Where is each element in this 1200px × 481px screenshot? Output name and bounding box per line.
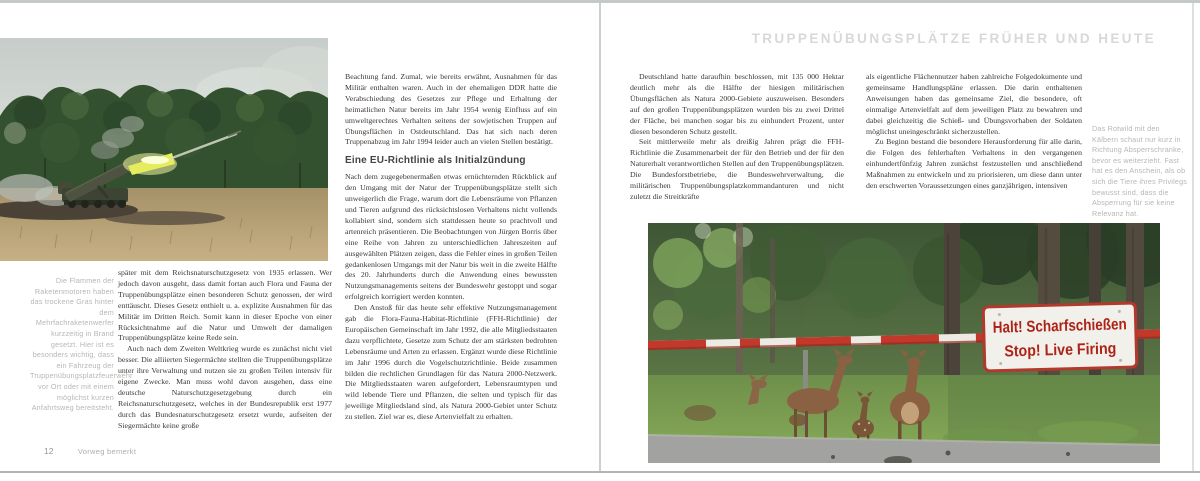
body-paragraph: Auch nach dem Zweiten Weltkrieg wurde es zunächst nicht viel besser. Die alliierten Siegermächte stellten die Truppenübungsplätze unter ihre Verwaltung und nutzen sie zu großen Teilen intensiv für eigene Zwecke. Man muss wohl davon ausgehen, dass eine deutsche Naturschutzgesetzgebung durch ein Reichsnaturschutzgesetz, welches in der Bundesrepublik erst 1977 durch das Bundesnaturschutzgesetz ersetzt wurde, aufseiten der Siegermächte keine große — [118, 344, 332, 430]
scorched-earth — [105, 211, 225, 225]
book-bottom-edge — [0, 471, 1200, 473]
deer-photo — [648, 223, 1160, 463]
mlrs-photo-scene — [0, 38, 328, 261]
photo-caption-right: Das Rotwild mit den Kälbern schaut nur kurz in Richtung Absperrschranke, bevor es weiterzieht. Fast hat es den Anschein, als ob sich die Tiere ihres Privilegs bewusst sind, dass die Absperrung für sie keine Relevanz hat. — [1092, 124, 1188, 218]
page-footer — [44, 446, 136, 456]
warning-sign — [983, 303, 1153, 371]
left-column-1 — [118, 268, 332, 432]
photo-caption-left: Die Flammen der Raketenmotoren haben das trockene Gras hinter dem Mehrfachraketenwerfer kurzzeitig in Brand gesetzt. Hier ist es besonders wichtig, dass ein Fahrzeug der Truppenübungsplatzfeuerwehr vor Ort oder mit einem möglichst kurzen Anfahrtsweg bereitsteht. — [30, 276, 133, 413]
body-paragraph: Den Anstoß für das heute sehr effektive Nutzungsmanagement gab die Flora-Fauna-Habitat-Richtlinie (FFH-Richtlinie) der Europäischen Gemeinschaft im Jahr 1992, die alle Mitgliedsstaaten dazu verpflichtete, Gesetze zum Schutz der am stärksten bedrohten Lebensräume und Arten zu erlassen. Ergänzt wurde diese Richtlinie im Jahr 1996 durch die Vogelschutzrichtlinie. Beide zusammen bilden die rechtlichen Grundlagen für das Natura 2000-Netzwerk. Die Mitgliedsstaaten waren aufgefordert, Lebensraumtypen und wild lebende Tiere und Pflanzen, die selten und typisch für das jeweilige Mitgliedsland sind, als Natura 2000-Gebiet unter Schutz zu stellen. Ziel war es, diese Artenvielfalt zu erhalten. — [345, 303, 557, 422]
body-paragraph: Deutschland hatte daraufhin beschlossen, mit 135 000 Hektar deutlich mehr als die Hälfte der hiesigen militärischen Übungsflächen als Natura 2000-Gebiete auszuweisen. Besonders auf den großen Truppenübungsplätzen wurden bis zu zwei Drittel der Fläche, bei manchen sogar bis zu einhundert Prozent, unter diesen besonderen Schutz gestellt. — [630, 72, 844, 136]
page-gutter — [599, 3, 601, 473]
right-column-1 — [630, 72, 844, 203]
footer-page-number: 12 — [44, 446, 54, 456]
page-headline: TRUPPENÜBUNGSPLÄTZE FRÜHER UND HEUTE — [751, 31, 1156, 46]
deer-photo-scene — [648, 223, 1160, 463]
book-right-edge — [1192, 3, 1194, 471]
section-heading: Eine EU-Richtlinie als Initialzündung — [345, 155, 526, 167]
body-paragraph: Nach dem zugegebenermaßen etwas ernüchternden Rückblick auf den Umgang mit der Natur der Truppenübungsplätze stellt sich unweigerlich die Frage, warum dort die Lebensräume von Pflanzen und Tieren aufgrund des rücksichtslosen Verhaltens nicht vollends kollabiert sind, sondern sich stattdessen heute so prachtvoll und artenreich präsentieren. Die Beobachtungen von Jürgen Borris über eine Reihe von Jahren zu unterschiedlichen Jahreszeiten auf ausgewählten Plätzen zeigen, dass die Fehler eines in großen Teilen gedankenlosen Umgangs mit der Natur bis weit in die zweite Hälfte des 20. Jahrhunderts durch die Anwendung eines bewussten Nutzungsmanagements seitens der Bundeswehr gestoppt und sogar erfolgreich korrigiert werden konnten. — [345, 172, 557, 302]
sign-line2: Stop! Live Firing — [1004, 340, 1131, 361]
body-paragraph: Zu Beginn bestand die besondere Herausforderung für alle darin, die Folgen des fehlerhaften Verhaltens in den vergangenen einhundertfünfzig Jahren zunächst festzustellen und anschließend Maßnahmen zu entwickeln und zu priorisieren, um diese dann unter den erschwerten Voraussetzungen eines ganzjährigen, intensiven — [866, 137, 1082, 191]
right-column-2 — [866, 72, 1082, 192]
rocket-flame — [123, 153, 177, 175]
left-column-2 — [345, 72, 557, 423]
body-paragraph: als eigentliche Flächennutzer haben zahlreiche Folgedokumente und gemeinsame Handlungspläne erlassen. Die darin enthaltenen Anweisungen haben das gemeinsame Ziel, die besondere, oft einmalige Artenvielfalt auf dem jeweiligen Platz zu bewahren und dabei gleichzeitig die Schieß- und Übungsvorhaben der Soldaten möglichst uneingeschränkt sicherzustellen. — [866, 72, 1082, 136]
footer-section-label: Vorweg bemerkt — [77, 447, 137, 456]
mlrs-photo — [0, 38, 328, 261]
body-paragraph: Beachtung fand. Zumal, wie bereits erwähnt, Ausnahmen für das Militär enthalten waren. Auch in der ehemaligen DDR hatte die Verabschiedung des Gesetzes zur Pflege und Erhaltung der heimatlichen Natur bereits im Jahr 1954 wenig Einfluss auf ein umweltgerechtes Verhalten seitens der sowjetischen Truppen auf Übungsflächen in Ostdeutschland. Das hat sich nach deren Truppenabzug im Jahr 1994 leider auch an vielen Stellen bestätigt. — [345, 72, 557, 147]
body-paragraph: Seit mittlerweile mehr als dreißig Jahren prägt die FFH-Richtlinie die Zusammenarbeit der für den Betrieb und der für den Naturerhalt verantwortlichen Stellen auf den Truppenübungsplätzen. Die Bundesforstbetriebe, die Bundeswehrverwaltung, die militärischen Truppenübungsplatzkommandanturen und nicht zuletzt die Streitkräfte — [630, 137, 844, 201]
sign-line1: Halt! Scharfschießen — [992, 315, 1153, 337]
deer-calf-hidden — [789, 414, 807, 426]
deer-distant — [684, 405, 716, 421]
body-paragraph: später mit dem Reichsnaturschutzgesetz von 1935 erlassen. Wer jedoch davon ausgeht, dass damit fortan auch Flora und Fauna der Truppenübungsplätze einen besonderen Schutz genossen, der wird enttäuscht. Dieses Gesetz enthielt u. a. explizite Ausnahmen für das Militär im Dritten Reich. Somit kann in dieser Epoche von einer Rücksichtnahme auf die Natur und Umwelt der damaligen Truppenübungsplätze keine Rede sein. — [118, 268, 332, 343]
